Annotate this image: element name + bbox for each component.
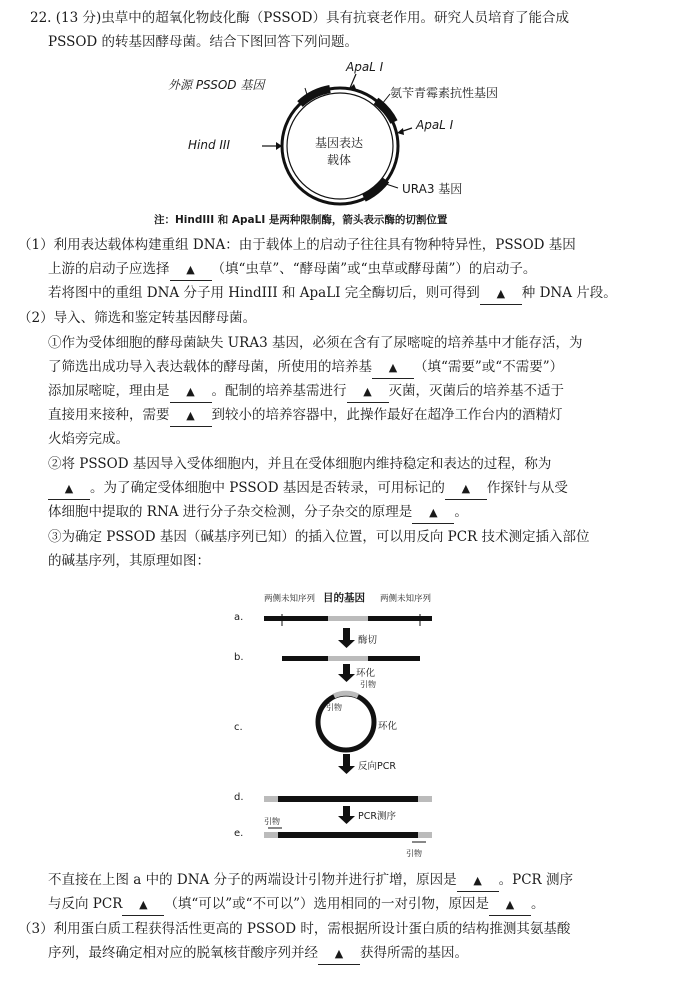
blank-mark: ▲	[186, 263, 195, 276]
arrow-cut-head	[338, 640, 355, 648]
part1-line-3	[48, 283, 617, 305]
ura3-leader	[386, 184, 398, 188]
part2-tail-line-1	[48, 870, 573, 892]
label-target-gene: 目的基因	[323, 592, 365, 604]
step-pcr-seq-label: PCR测序	[358, 811, 396, 822]
step-cut-label: 酶切	[358, 635, 378, 646]
s1-l3-text-b: 。配制的培养基需进行	[211, 383, 347, 399]
part2-s1-line-3	[48, 381, 564, 403]
answer-blank-sterilization[interactable]	[347, 381, 389, 403]
answer-blank-gene-synthesis[interactable]	[318, 943, 360, 965]
part1-l3-text-a: 若将图中的重组 DNA 分子用 HindIII 和 ApaLI 完全酶切后，则可得到	[48, 285, 480, 301]
part2-heading: （2）导入、筛选和鉴定转基因酵母菌。	[18, 310, 257, 326]
label-apal-right: ApaL I	[416, 118, 454, 132]
part2-s1-line-5: 火焰旁完成。	[48, 431, 129, 447]
part2-s1-line-4	[48, 405, 563, 427]
row-label-b: b.	[234, 652, 244, 663]
ampr-leader	[382, 94, 390, 104]
ura3-gene-segment	[364, 180, 386, 198]
answer-blank-probe[interactable]	[445, 478, 487, 500]
arrow-circ-head	[338, 674, 355, 682]
part3-line-2	[48, 943, 468, 965]
primer-top-label: 引物	[360, 680, 376, 689]
answer-blank-same-primers[interactable]	[122, 894, 164, 916]
plasmid-center-label-1: 基因表达	[315, 136, 364, 150]
exogenous-gene-segment	[300, 89, 330, 104]
tail-t1-text-a: 不直接在上图 a 中的 DNA 分子的两端设计引物并进行扩增，原因是	[48, 872, 457, 888]
question-intro-2: PSSOD 的转基因酵母菌。结合下图回答下列问题。	[48, 34, 359, 50]
s2-l3-text-a: 体细胞中提取的 RNA 进行分子杂交检测，分子杂交的原理是	[48, 504, 413, 520]
answer-blank-reason[interactable]	[170, 381, 212, 403]
s1-l4-text-b: 到较小的培养容器中，此操作最好在超净工作台内的酒精灯	[211, 407, 563, 423]
s1-l2-text-a: 了筛选出成功导入表达载体的酵母菌，所使用的培养基	[48, 359, 372, 375]
row-e-right-end	[418, 832, 432, 838]
part3-l2-text-b: 获得所需的基因。	[360, 945, 468, 961]
s1-l4-text-a: 直接用来接种，需要	[48, 407, 170, 423]
part1-line-2	[48, 259, 536, 281]
arrow-cut-shaft	[343, 628, 350, 640]
row-a-right-flank	[368, 616, 432, 621]
blank-mark: ▲	[505, 898, 515, 911]
s2-l3-text-b: 。	[454, 504, 468, 520]
arrow-pcr-seq-head	[338, 816, 355, 824]
part2-s2-line-3	[48, 502, 468, 524]
arrow-pcr-seq-shaft	[343, 806, 350, 816]
part2-s3-line-2: 的碱基序列，其原理如图：	[48, 553, 210, 569]
part1-l3-text-b: 种 DNA 片段。	[521, 285, 617, 301]
plasmid-center-label-2: 载体	[327, 153, 352, 167]
step-circ-label: 环化	[356, 668, 376, 679]
label-ura3-gene: URA3 基因	[402, 182, 463, 196]
answer-blank-promoter[interactable]	[170, 259, 212, 281]
label-exogenous-pssod: 外源 PSSOD 基因	[168, 78, 265, 92]
primer-e-bottom-label: 引物	[406, 849, 422, 858]
part2-s1-line-1: ①作为受体细胞的酵母菌缺失 URA3 基因，必须在含有了尿嘧啶的培养基中才能存活，为	[48, 335, 583, 351]
blank-mark: ▲	[388, 361, 398, 374]
row-e-body	[278, 832, 418, 838]
blank-mark: ▲	[496, 287, 506, 300]
blank-mark: ▲	[334, 947, 344, 960]
row-label-d: d.	[234, 792, 244, 803]
tail-t2-text-c: 。	[530, 896, 545, 912]
answer-blank-direct-amplify-reason[interactable]	[457, 870, 499, 892]
row-a-target-gene	[328, 616, 368, 621]
answer-blank-primer-reason[interactable]	[489, 894, 531, 916]
row-e-left-end	[264, 832, 278, 838]
s1-l3-text-a: 添加尿嘧啶，理由是	[48, 383, 170, 399]
step-reverse-pcr-label: 反向PCR	[358, 761, 396, 772]
row-b-target-gene	[328, 656, 368, 661]
row-d-body	[278, 796, 418, 802]
arrow-reverse-pcr-head	[338, 766, 355, 774]
s1-l2-text-b: （填“需要”或“不需要”）	[414, 359, 564, 375]
label-left-unknown: 两侧未知序列	[264, 594, 316, 604]
answer-blank-hybridization-principle[interactable]	[412, 502, 454, 524]
answer-blank-transformation[interactable]	[48, 478, 90, 500]
part2-s2-line-2	[48, 478, 568, 500]
blank-mark: ▲	[64, 482, 74, 495]
question-number: 22. (13 分)	[30, 10, 102, 26]
label-ampr-gene: 氨苄青霉素抗性基因	[390, 86, 499, 100]
row-a-left-flank	[264, 616, 328, 621]
primer-e-left-label: 引物	[264, 817, 280, 826]
blank-mark: ▲	[139, 898, 148, 911]
tail-t2-text-b: （填“可以”或“不可以”）选用相同的一对引物，原因是	[164, 896, 489, 912]
row-c-target-gene-arc	[334, 693, 358, 696]
s2-l2-text-b: 作探针与从受	[486, 480, 568, 496]
row-d-right-end	[418, 796, 432, 802]
blank-mark: ▲	[461, 482, 471, 495]
part1-l2-text-b: （填“虫草”、“酵母菌”或“虫草或酵母菌”）的启动子。	[211, 261, 537, 277]
row-label-a: a.	[234, 612, 244, 623]
row-label-e: e.	[234, 828, 244, 839]
plasmid-figure	[150, 56, 530, 231]
part3-line-1: （3）利用蛋白质工程获得活性更高的 PSSOD 时，需根据所设计蛋白质的结构推测其氨基酸	[18, 921, 571, 937]
row-d-left-end	[264, 796, 278, 802]
arrow-circ-shaft	[343, 664, 350, 674]
label-apal-top: ApaL I	[346, 60, 384, 74]
s1-l3-text-c: 灭菌，灭菌后的培养基不适于	[388, 383, 564, 399]
arrow-reverse-pcr-shaft	[343, 754, 350, 766]
answer-blank-fragment-count[interactable]	[480, 283, 522, 305]
tail-t1-text-b: 。PCR 测序	[498, 872, 573, 888]
answer-blank-dispense[interactable]	[170, 405, 212, 427]
part1-l2-text-a: 上游的启动子应选择	[48, 261, 170, 277]
part2-s3-line-1: ③为确定 PSSOD 基因（碱基序列已知）的插入位置，可以用反向 PCR 技术测定插入部位	[48, 529, 590, 545]
row-label-c: c.	[234, 722, 243, 733]
part3-l2-text-a: 序列，最终确定相对应的脱氧核苷酸序列并经	[48, 945, 318, 961]
label-hindiii: Hind III	[188, 138, 231, 152]
part2-s2-line-1: ②将 PSSOD 基因导入受体细胞内，并且在受体细胞内维持稳定和表达的过程，称为	[48, 456, 552, 472]
plasmid-caption: 注：HindIII 和 ApaLI 是两种限制酶，箭头表示酶的切割位置	[154, 214, 448, 226]
question-intro-1: 虫草中的超氧化物歧化酶（PSSOD）具有抗衰老作用。研究人员培育了能合成	[101, 10, 569, 26]
part1-line-1: （1）利用表达载体构建重组 DNA：由于载体上的启动子往往具有物种特异性，PSSOD 基因	[18, 237, 576, 253]
row-b-right-flank	[368, 656, 420, 661]
blank-mark: ▲	[429, 506, 438, 519]
row-b-left-flank	[282, 656, 328, 661]
tail-t2-text-a: 与反向 PCR	[48, 896, 123, 912]
circ-side-label: 环化	[378, 721, 398, 732]
primer-inner-label: 引物	[326, 703, 342, 712]
apal-top-arrowhead	[348, 84, 356, 90]
blank-mark: ▲	[186, 409, 195, 422]
part2-s1-line-2	[48, 357, 563, 379]
question-intro-line-1	[30, 8, 569, 28]
part2-tail-line-2	[48, 894, 544, 916]
label-right-unknown: 两侧未知序列	[380, 594, 432, 604]
blank-mark: ▲	[186, 385, 195, 398]
blank-mark: ▲	[363, 385, 372, 398]
blank-mark: ▲	[473, 874, 482, 887]
s2-l2-text-a: 。为了确定受体细胞中 PSSOD 基因是否转录，可用标记的	[90, 480, 445, 496]
reverse-pcr-figure	[230, 576, 480, 864]
answer-blank-uracil-need[interactable]	[372, 357, 414, 379]
